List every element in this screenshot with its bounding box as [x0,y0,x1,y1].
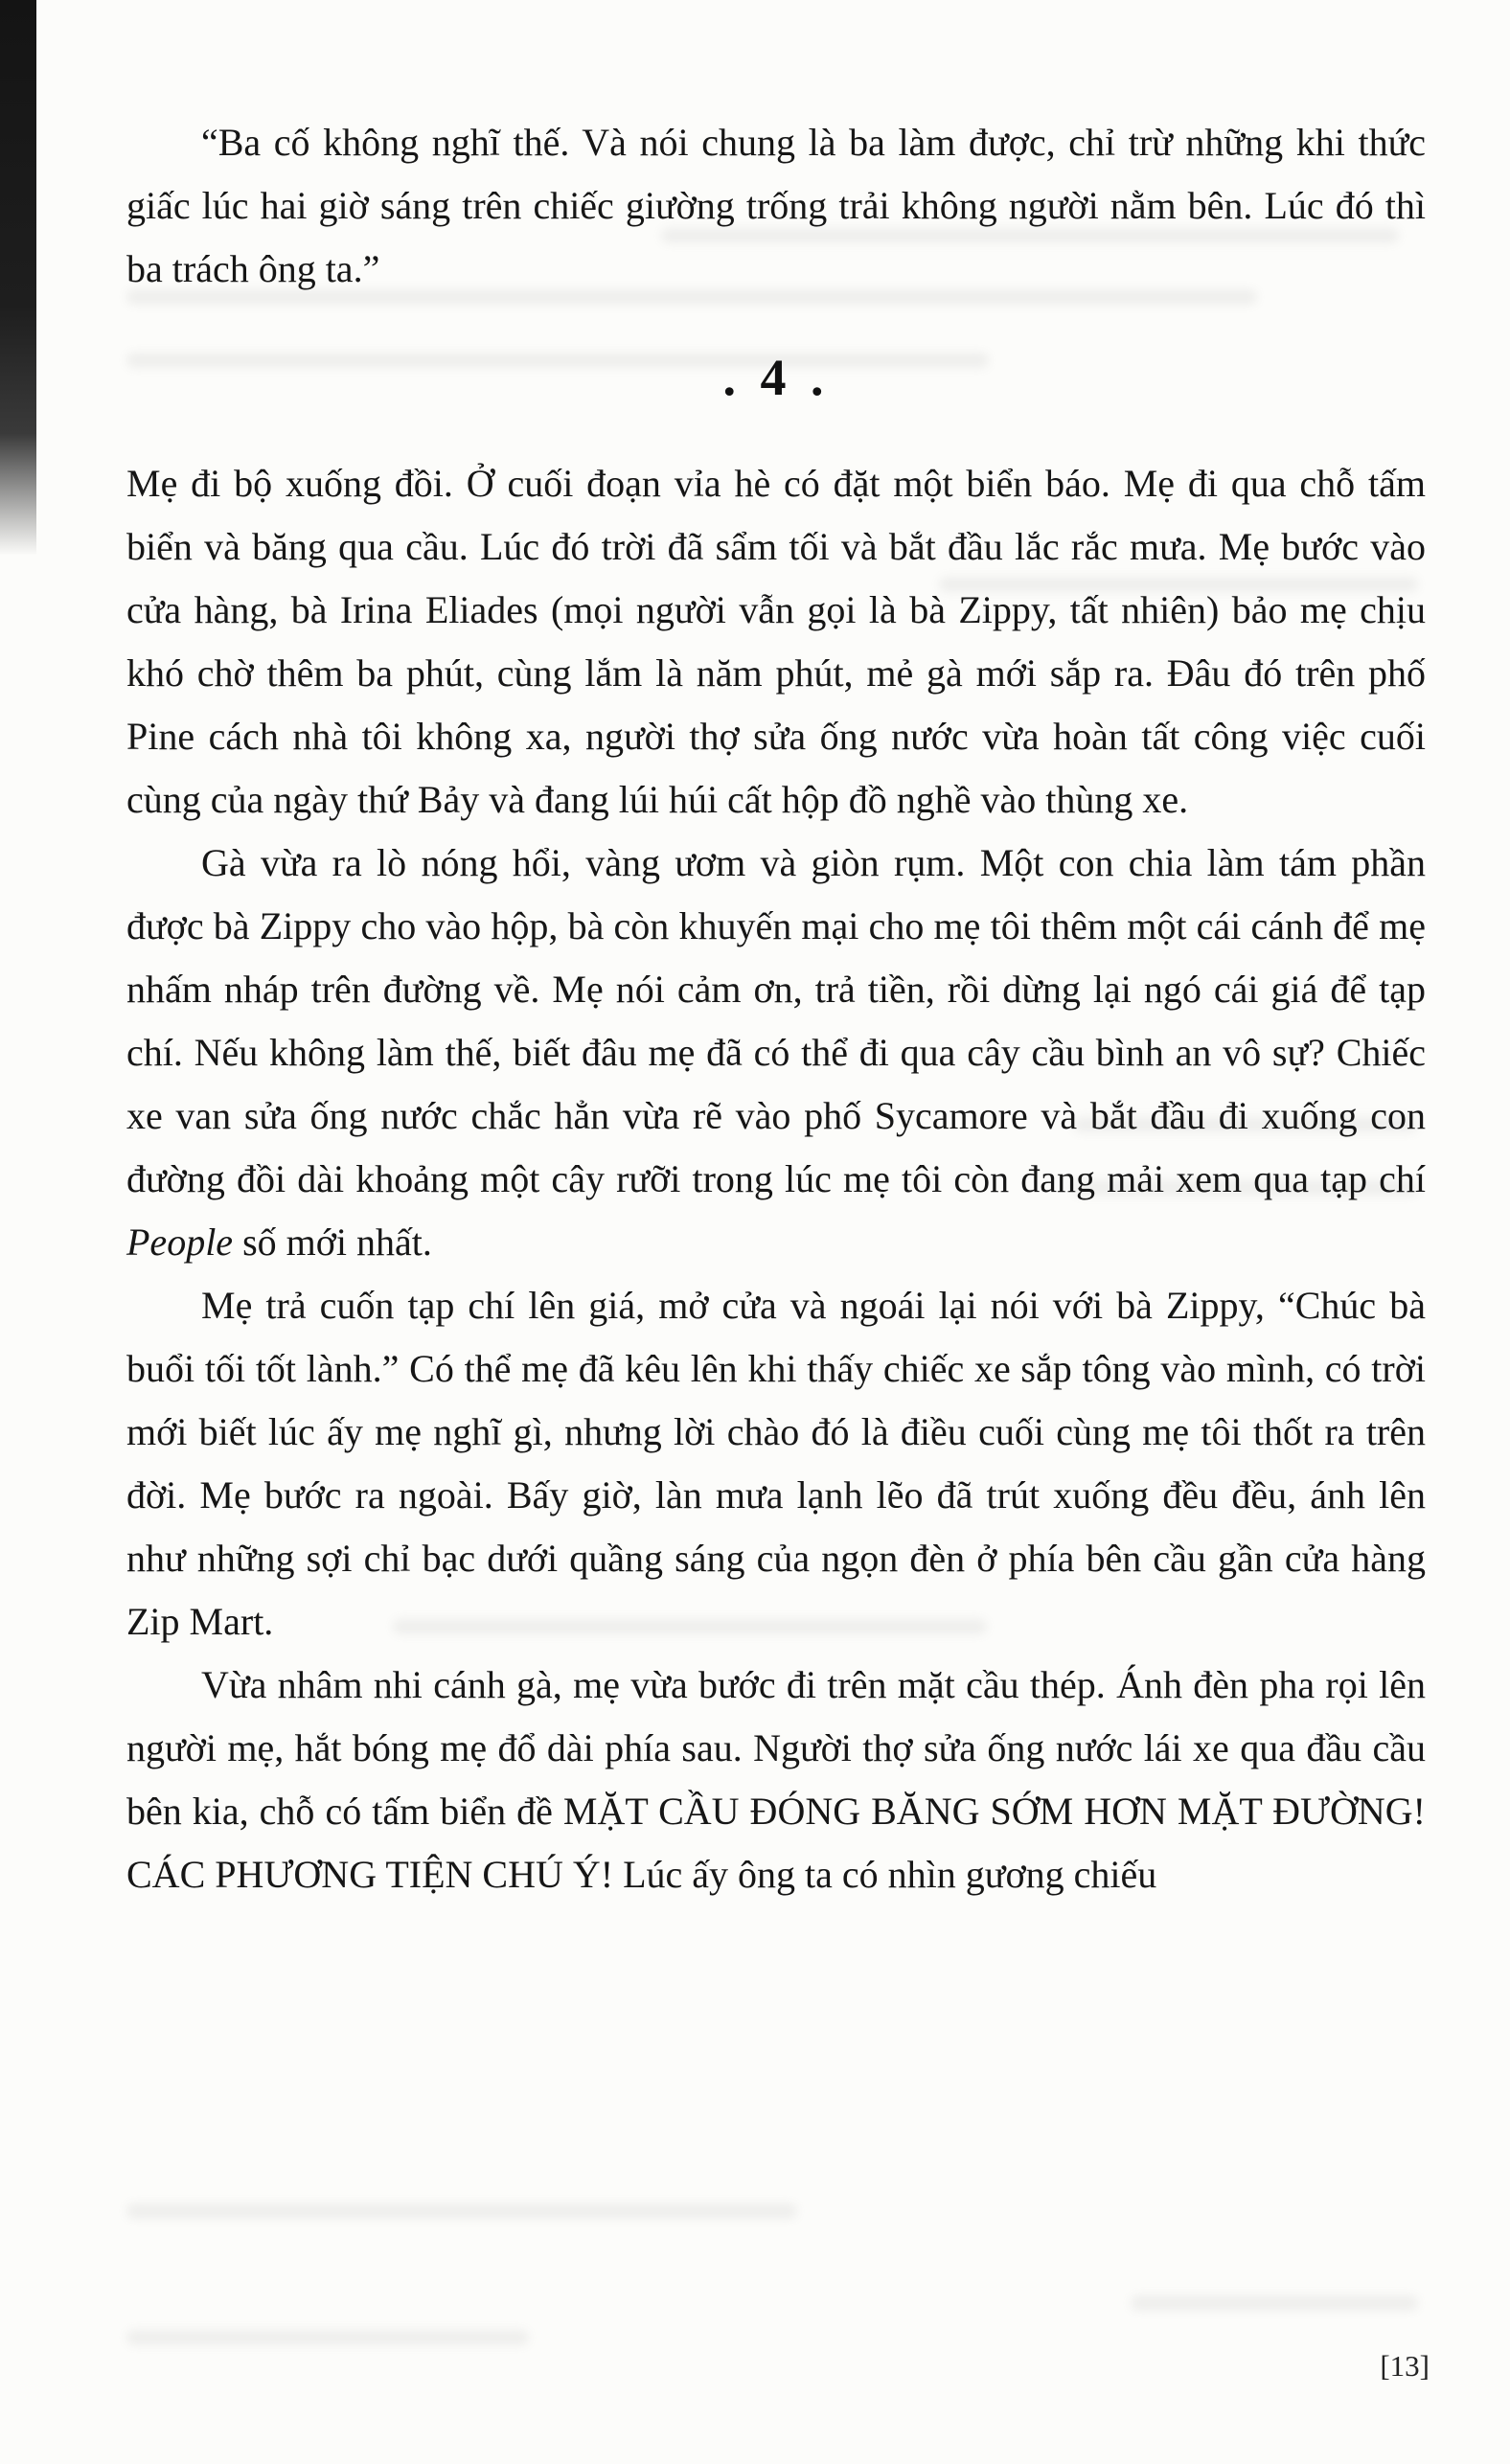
paragraph-2 [126,832,1426,1274]
bleed-through-artifact [1131,2295,1418,2311]
binding-shadow [0,0,36,556]
paragraph-2-part1: Gà vừa ra lò nóng hổi, vàng ươm và giòn rụm. Một con chia làm tám phần được bà Zippy cho vào hộp, bà còn khuyến mại cho mẹ tôi thêm một cái cánh để mẹ nhấm nháp trên đường về. Mẹ nói cảm ơn, trả tiền, rồi dừng lại ngó cái giá để tạp chí. Nếu không làm thế, biết đâu mẹ đã có thể đi qua cây cầu bình an vô sự? Chiếc xe van sửa ống nước chắc hẳn vừa rẽ vào phố Sycamore và bắt đầu đi xuống con đường đồi dài khoảng một cây rưỡi trong lúc mẹ tôi còn đang mải xem qua tạp chí [126,841,1426,1200]
opening-quote-paragraph: “Ba cố không nghĩ thế. Và nói chung là ba làm được, chỉ trừ những khi thức giấc lúc hai giờ sáng trên chiếc giường trống trải không người nằm bên. Lúc đó thì ba trách ông ta.” [126,121,1426,290]
magazine-title-people: People [126,1221,234,1264]
bleed-through-artifact [126,2203,797,2219]
paragraph-3: Mẹ trả cuốn tạp chí lên giá, mở cửa và ngoái lại nói với bà Zippy, “Chúc bà buổi tối tốt lành.” Có thể mẹ đã kêu lên khi thấy chiếc xe sắp tông vào mình, có trời mới biết lúc ấy mẹ nghĩ gì, nhưng lời chào đó là điều cuối cùng mẹ tôi thốt ra trên đời. Mẹ bước ra ngoài. Bấy giờ, làn mưa lạnh lẽo đã trút xuống đều đều, ánh lên như những sợi chỉ bạc dưới quầng sáng của ngọn đèn ở phía bên cầu gần cửa hàng Zip Mart. [126,1284,1426,1643]
bleed-through-artifact [126,2330,529,2345]
page-number: [13] [1380,2349,1430,2383]
chapter-marker: . 4 . [722,349,830,406]
paragraph-1: Mẹ đi bộ xuống đồi. Ở cuối đoạn vỉa hè có đặt một biển báo. Mẹ đi qua chỗ tấm biển và băng qua cầu. Lúc đó trời đã sẩm tối và bắt đầu lắc rắc mưa. Mẹ bước vào cửa hàng, bà Irina Eliades (mọi người vẫn gọi là bà Zippy, tất nhiên) bảo mẹ chịu khó chờ thêm ba phút, cùng lắm là năm phút, mẻ gà mới sắp ra. Đâu đó trên phố Pine cách nhà tôi không xa, người thợ sửa ống nước vừa hoàn tất công việc cuối cùng của ngày thứ Bảy và đang lúi húi cất hộp đồ nghề vào thùng xe. [126,462,1426,821]
body-text [126,111,1426,1906]
paragraph-4: Vừa nhâm nhi cánh gà, mẹ vừa bước đi trên mặt cầu thép. Ánh đèn pha rọi lên người mẹ, hắt bóng mẹ đổ dài phía sau. Người thợ sửa ống nước lái xe qua đầu cầu bên kia, chỗ có tấm biển đề MẶT CẦU ĐÓNG BĂNG SỚM HƠN MẶT ĐƯỜNG! CÁC PHƯƠNG TIỆN CHÚ Ý! Lúc ấy ông ta có nhìn gương chiếu [126,1663,1426,1896]
paragraph-2-part2: số mới nhất. [233,1221,432,1264]
